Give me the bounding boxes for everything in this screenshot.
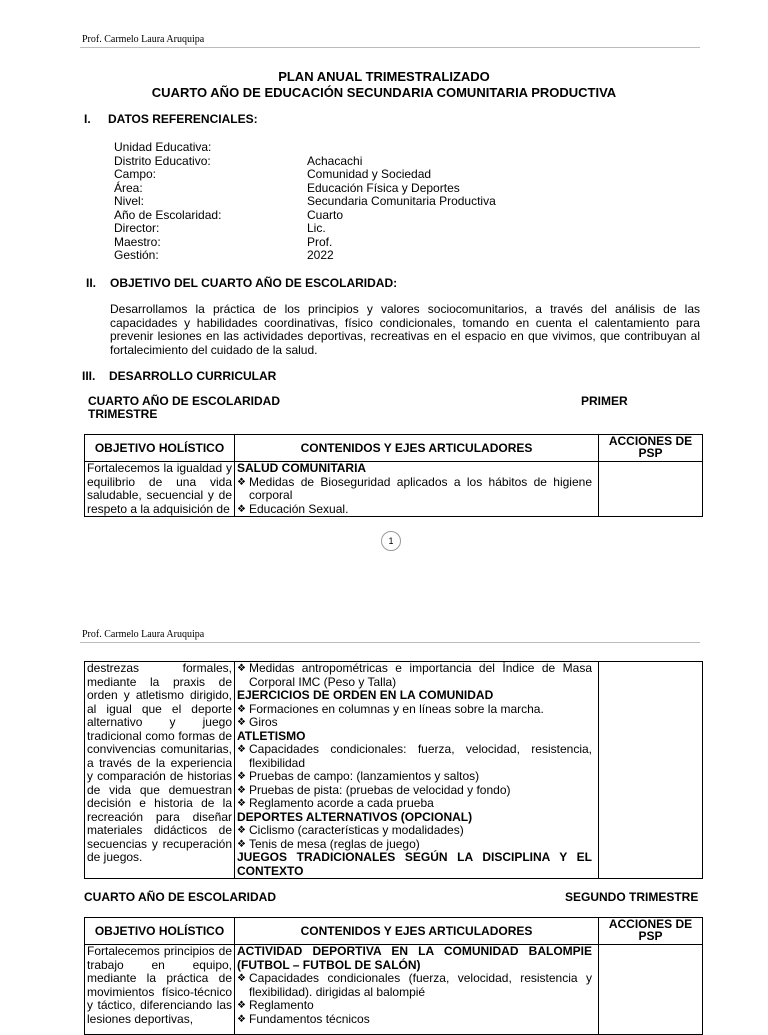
- ref-key: Año de Escolaridad:: [114, 207, 222, 222]
- diamond-bullet-icon: ❖: [237, 825, 246, 836]
- list-item: [237, 743, 592, 770]
- list-item: [237, 784, 592, 798]
- ref-value: Comunidad y Sociedad: [307, 167, 432, 181]
- section-number: I.: [84, 112, 91, 126]
- trimester-word: TRIMESTRE: [88, 407, 158, 421]
- plan-table-page1: [84, 434, 703, 517]
- psp-cell: [599, 462, 703, 517]
- list-item: [237, 797, 592, 811]
- ref-key: Nivel:: [114, 194, 145, 208]
- diamond-bullet-icon: ❖: [237, 784, 246, 796]
- ref-key: Área:: [114, 180, 143, 195]
- ref-key: Director:: [114, 221, 160, 235]
- diamond-bullet-icon: ❖: [237, 1000, 246, 1011]
- ref-row: [114, 249, 496, 263]
- ref-row: [114, 141, 496, 155]
- ref-row: [114, 209, 496, 223]
- list-item: [237, 999, 592, 1013]
- ref-value: Achacachi: [307, 153, 363, 168]
- plan-table-page2: [84, 917, 703, 1035]
- list-item-text: Medidas de Bioseguridad aplicados a los hábitos de higiene corporal: [249, 474, 592, 502]
- diamond-bullet-icon: ❖: [237, 663, 246, 674]
- list-item: [237, 770, 592, 784]
- ref-value: 2022: [307, 248, 334, 262]
- section-heading-3: [82, 369, 276, 383]
- diamond-bullet-icon: ❖: [237, 838, 246, 850]
- list-item: [237, 824, 592, 838]
- list-item: [237, 703, 592, 717]
- list-item-text: Fundamentos técnicos: [249, 1011, 370, 1026]
- list-item-text: Ciclismo (características y modalidades): [249, 823, 464, 837]
- section-number: II.: [86, 276, 97, 290]
- contents-cell: [235, 662, 599, 879]
- ref-key: Gestión:: [114, 248, 159, 262]
- diamond-bullet-icon: ❖: [237, 798, 246, 809]
- section-title: DESARROLLO CURRICULAR: [109, 369, 277, 383]
- page-header: Prof. Carmelo Laura Aruquipa: [82, 629, 205, 640]
- ref-row: [114, 168, 496, 182]
- diamond-bullet-icon: ❖: [237, 717, 246, 728]
- objective-cell: Fortalecemos principios de trabajo en equipo, mediante la práctica de movimientos físico-técnico y táctico, diferenciando las lesiones deportivas,: [85, 945, 235, 1035]
- list-item: [237, 716, 592, 730]
- page-header: Prof. Carmelo Laura Aruquipa: [82, 34, 205, 45]
- list-item-text: Capacidades condicionales (fuerza, velocidad, resistencia y flexibilidad). dirigidas al balompié: [249, 971, 592, 999]
- ref-key: Unidad Educativa:: [114, 140, 212, 154]
- ref-key: Distrito Educativo:: [114, 153, 211, 168]
- col-header-contents: CONTENIDOS Y EJES ARTICULADORES: [235, 918, 599, 945]
- header-rule: [80, 642, 700, 643]
- list-item-text: Giros: [249, 715, 278, 729]
- section-title: OBJETIVO DEL CUARTO AÑO DE ESCOLARIDAD:: [110, 276, 398, 290]
- objective-cell: Fortalecemos la igualdad y equilibrio de una vida saludable, secuencial y de respeto a la adquisición de: [85, 462, 235, 517]
- section-heading-2: [86, 276, 397, 290]
- trimester-label: CUARTO AÑO DE ESCOLARIDAD: [88, 394, 281, 408]
- ref-value: Cuarto: [307, 207, 344, 222]
- content-heading: SALUD COMUNITARIA: [237, 461, 367, 475]
- list-item-text: Reglamento acorde a cada prueba: [249, 796, 434, 810]
- list-item-text: Reglamento: [249, 998, 314, 1012]
- section-number: III.: [82, 369, 96, 383]
- ref-key: Maestro:: [114, 234, 161, 249]
- content-heading: EJERCICIOS DE ORDEN EN LA COMUNIDAD: [237, 688, 494, 702]
- list-item: [237, 838, 592, 852]
- trimester-name: SEGUNDO TRIMESTRE: [565, 890, 699, 904]
- list-item-text: Pruebas de pista: (pruebas de velocidad y fondo): [249, 782, 511, 797]
- ref-key: Campo:: [114, 167, 157, 181]
- ref-row: [114, 182, 496, 196]
- ref-row: [114, 195, 496, 209]
- header-rule: [80, 47, 700, 48]
- objective-paragraph: Desarrollamos la práctica de los principios y valores sociocomunitarios, a través del análisis de las capacidades y habilidades coordinativas, físico condicionales, tomando en cuenta el calentamiento para prevenir lesiones en las actividades deportivas, recreativas en el espacio en que vivimos, que contribuyan al fortalecimiento del cuidado de la salud.: [110, 302, 700, 357]
- diamond-bullet-icon: ❖: [237, 771, 246, 782]
- trimester-label: CUARTO AÑO DE ESCOLARIDAD: [84, 890, 277, 904]
- ref-row: [114, 222, 496, 236]
- reference-data: [114, 141, 496, 263]
- ref-value: Prof.: [307, 234, 333, 249]
- diamond-bullet-icon: ❖: [237, 476, 246, 488]
- document-subtitle: CUARTO AÑO DE EDUCACIÓN SECUNDARIA COMUNITARIA PRODUCTIVA: [151, 85, 617, 100]
- list-item-text: Capacidades condicionales: fuerza, velocidad, resistencia, flexibilidad: [249, 742, 592, 770]
- ref-row: [114, 236, 496, 250]
- list-item-text: Educación Sexual.: [249, 501, 349, 516]
- content-heading: ACTIVIDAD DEPORTIVA EN LA COMUNIDAD BALOMPIE (FUTBOL – FUTBOL DE SALÓN): [237, 944, 592, 972]
- ref-value: Secundaria Comunitaria Productiva: [307, 194, 496, 208]
- diamond-bullet-icon: ❖: [237, 703, 246, 715]
- diamond-bullet-icon: ❖: [237, 973, 246, 984]
- content-heading: JUEGOS TRADICIONALES SEGÚN LA DISCIPLINA Y EL CONTEXTO: [237, 850, 592, 878]
- document-title: PLAN ANUAL TRIMESTRALIZADO: [278, 69, 490, 84]
- col-header-contents: CONTENIDOS Y EJES ARTICULADORES: [235, 435, 599, 462]
- col-header-psp: ACCIONES DE PSP: [599, 918, 703, 945]
- list-item-text: Formaciones en columnas y en líneas sobre la marcha.: [249, 701, 544, 716]
- psp-cell: [599, 945, 703, 1035]
- list-item: [237, 476, 592, 503]
- list-item-text: Medidas antropométricas e importancia del Índice de Masa Corporal IMC (Peso y Talla): [249, 661, 592, 689]
- objective-cell: destrezas formales, mediante la praxis de orden y atletismo dirigido, al igual que el deporte alternativo y juego tradicional como formas de convivencias comunitarias, a través de la experiencia y comparación de historias de vida que demuestran decisión e historia de la recreación para diseñar materiales didácticos de secuencias y recuperación de juegos.: [85, 662, 235, 879]
- list-item: [237, 503, 592, 517]
- psp-cell: [599, 662, 703, 879]
- contents-cell: [235, 462, 599, 517]
- list-item-text: Pruebas de campo: (lanzamientos y saltos): [249, 769, 480, 783]
- diamond-bullet-icon: ❖: [237, 503, 246, 515]
- list-item: [237, 662, 592, 689]
- diamond-bullet-icon: ❖: [237, 1013, 246, 1025]
- page-number: 1: [381, 531, 401, 551]
- section-heading-1: [84, 112, 258, 126]
- section-title: DATOS REFERENCIALES:: [108, 112, 258, 126]
- col-header-psp: ACCIONES DE PSP: [599, 435, 703, 462]
- ref-row: [114, 155, 496, 169]
- col-header-objective: OBJETIVO HOLÍSTICO: [85, 918, 235, 945]
- plan-table-page1-continued: [84, 661, 703, 879]
- trimester-name: PRIMER: [581, 394, 628, 408]
- content-heading: ATLETISMO: [237, 728, 306, 743]
- list-item-text: Tenis de mesa (reglas de juego): [249, 836, 420, 851]
- col-header-objective: OBJETIVO HOLÍSTICO: [85, 435, 235, 462]
- ref-value: Educación Física y Deportes: [307, 180, 460, 195]
- contents-cell: [235, 945, 599, 1035]
- ref-value: Lic.: [307, 221, 326, 235]
- list-item: [237, 972, 592, 999]
- diamond-bullet-icon: ❖: [237, 744, 246, 755]
- content-heading: DEPORTES ALTERNATIVOS (OPCIONAL): [237, 809, 473, 824]
